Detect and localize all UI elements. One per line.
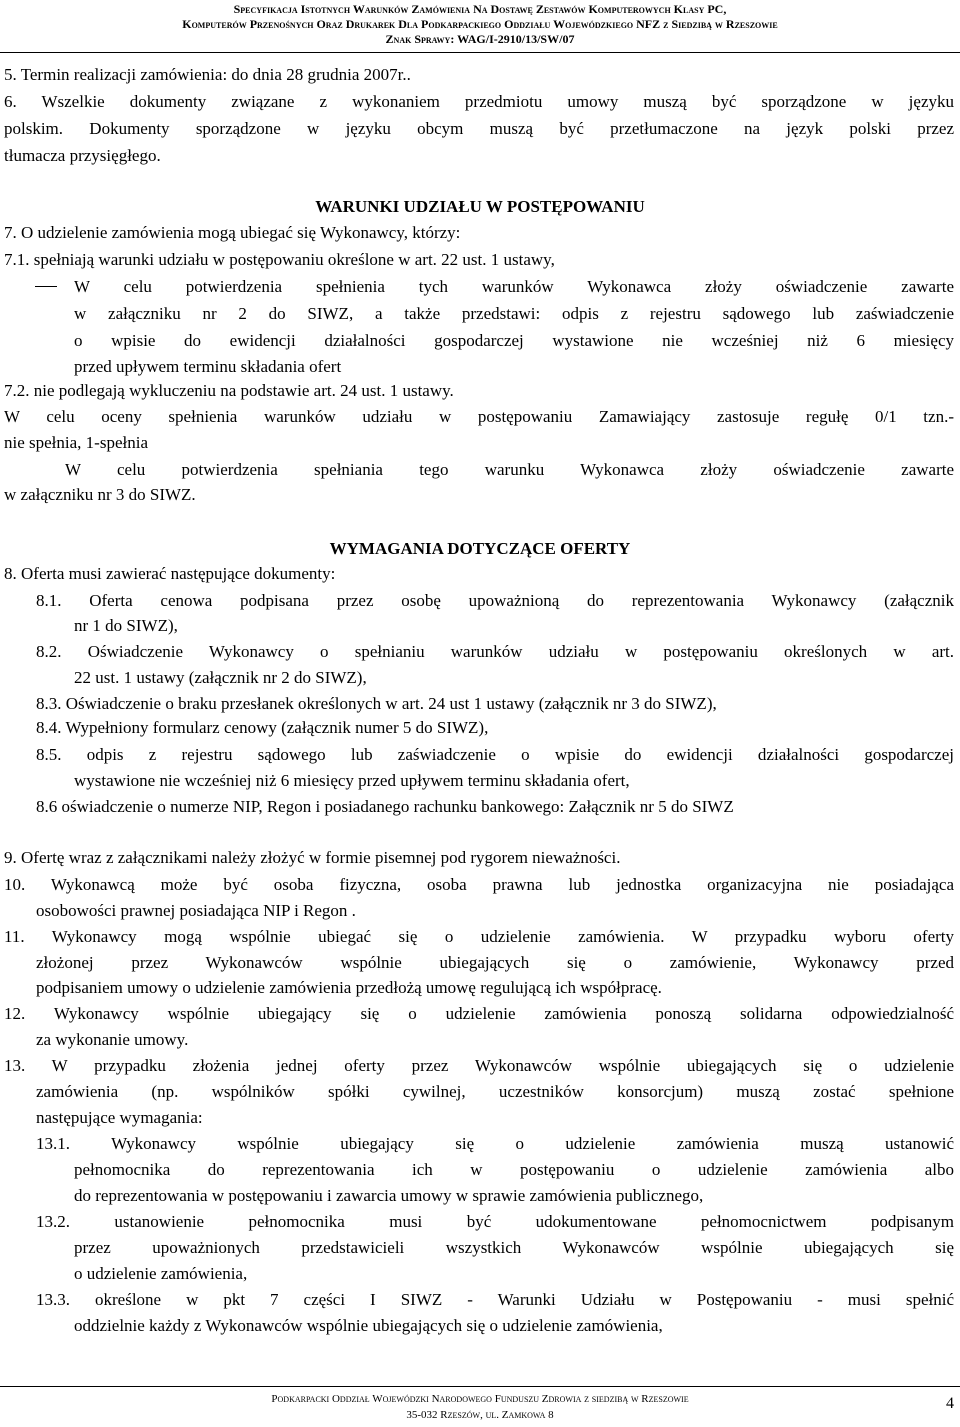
item-6-line3: tłumacza przysięgłego. xyxy=(4,146,161,165)
confirmation-line2: w załączniku nr 3 do SIWZ. xyxy=(4,485,196,504)
footer-institution: Podkarpacki Oddział Wojewódzki Narodowego Funduszu Zdrowia z siedzibą w Rzeszowie xyxy=(271,1393,689,1405)
item-11-line2: złożonej przez Wykonawców wspólnie ubiegających się o zamówienie, Wykonawcy przed xyxy=(36,953,954,972)
item-7-1-note-line2: w załączniku nr 2 do SIWZ, a także przedstawi: odpis z rejestru sądowego lub zaświadczenie xyxy=(74,304,954,323)
item-9: 9. Ofertę wraz z załącznikami należy złożyć w formie pisemnej pod rygorem nieważności. xyxy=(4,848,621,867)
item-13-line3: następujące wymagania: xyxy=(36,1108,203,1127)
item-10-line2: osobowości prawnej posiadająca NIP i Regon . xyxy=(36,901,356,920)
item-7-2: 7.2. nie podlegają wykluczeniu na podstawie art. 24 ust. 1 ustawy. xyxy=(4,381,454,400)
item-13-3-line1: 13.3. określone w pkt 7 części I SIWZ - Warunki Udziału w Postępowaniu - musi spełnić xyxy=(36,1290,954,1309)
item-8: 8. Oferta musi zawierać następujące dokumenty: xyxy=(4,564,336,583)
item-8-2-line2: 22 ust. 1 ustawy (załącznik nr 2 do SIWZ), xyxy=(74,668,367,687)
page-number: 4 xyxy=(946,1395,954,1412)
item-11-line1: 11. Wykonawcy mogą wspólnie ubiegać się o udzielenie zamówienia. W przypadku wyboru oferty xyxy=(4,927,954,946)
item-7-1-note-line1: W celu potwierdzenia spełnienia tych warunków Wykonawca złoży oświadczenie zawarte xyxy=(74,277,954,296)
page-footer xyxy=(0,1386,960,1427)
section-heading-conditions: WARUNKI UDZIAŁU W POSTĘPOWANIU xyxy=(315,197,645,216)
header-case-number: Znak Sprawy: WAG/I-2910/13/SW/07 xyxy=(385,32,575,46)
item-8-3: 8.3. Oświadczenie o braku przesłanek określonych w art. 24 ust 1 ustawy (załącznik nr 3 do SIWZ), xyxy=(36,694,717,713)
item-11-line3: podpisaniem umowy o udzielenie zamówienia przedłożą umowę regulującą ich współpracę. xyxy=(36,978,662,997)
item-7-1-note-line4: przed upływem terminu składania ofert xyxy=(74,357,342,376)
item-13-1-line2: pełnomocnika do reprezentowania ich w postępowaniu o udzielenie zamówienia albo xyxy=(74,1160,954,1179)
item-8-5-line2: wystawione nie wcześniej niż 6 miesięcy przed upływem terminu składania ofert, xyxy=(74,771,630,790)
item-13-2-line2: przez upoważnionych przedstawicieli wszystkich Wykonawców wspólnie ubiegających się xyxy=(74,1238,954,1257)
item-12-line2: za wykonanie umowy. xyxy=(36,1030,189,1049)
item-8-4: 8.4. Wypełniony formularz cenowy (załącznik numer 5 do SIWZ), xyxy=(36,718,489,737)
header-title-line1: Specyfikacja Istotnych Warunków Zamówienia Na Dostawę Zestawów Komputerowych Klasy PC, xyxy=(233,2,727,16)
item-7-1-note-line3: o wpisie do ewidencji działalności gospodarczej wystawione nie wcześniej niż 6 miesięcy xyxy=(74,331,954,350)
item-13-2-line1: 13.2. ustanowienie pełnomocnika musi być udokumentowane pełnomocnictwem podpisanym xyxy=(36,1212,954,1231)
item-13-line2: zamówienia (np. wspólników spółki cywilnej, uczestników konsorcjum) muszą zostać spełnione xyxy=(36,1082,954,1101)
item-13-line1: 13. W przypadku złożenia jednej oferty przez Wykonawców wspólnie ubiegających się o udzielenie xyxy=(4,1056,954,1075)
item-6-line2: polskim. Dokumenty sporządzone w języku obcym muszą być przetłumaczone na język polski przez xyxy=(4,119,954,138)
item-7-1: 7.1. spełniają warunki udziału w postępowaniu określone w art. 22 ust. 1 ustawy, xyxy=(4,250,555,269)
item-12-line1: 12. Wykonawcy wspólnie ubiegający się o udzielenie zamówienia ponoszą solidarna odpowiedzialność xyxy=(4,1004,954,1023)
evaluation-line2: nie spełnia, 1-spełnia xyxy=(4,433,148,452)
item-13-1-line1: 13.1. Wykonawcy wspólnie ubiegający się o udzielenie zamówienia muszą ustanowić xyxy=(36,1134,954,1153)
item-6-line1: 6. Wszelkie dokumenty związane z wykonaniem przedmiotu umowy muszą być sporządzone w języku xyxy=(4,92,954,111)
item-8-2-line1: 8.2. Oświadczenie Wykonawcy o spełnianiu warunków udziału w postępowaniu określonych w art. xyxy=(36,642,954,661)
item-13-2-line3: o udzielenie zamówienia, xyxy=(74,1264,248,1283)
header-title-line2: Komputerów Przenośnych Oraz Drukarek Dla Podkarpackiego Oddziału Wojewódzkiego NFZ z Siedzibą w Rzeszowie xyxy=(182,17,778,31)
item-13-3-line2: oddzielnie każdy z Wykonawców wspólnie ubiegających się o udzielenie zamówienia, xyxy=(74,1316,663,1335)
item-8-5-line1: 8.5. odpis z rejestru sądowego lub zaświadczenie o wpisie do ewidencji działalności gospodarczej xyxy=(36,745,954,764)
evaluation-line1: W celu oceny spełnienia warunków udziału w postępowaniu Zamawiający zastosuje regułę 0/1 tzn.- xyxy=(4,407,954,426)
item-8-1-line2: nr 1 do SIWZ), xyxy=(74,616,178,635)
dash-bullet xyxy=(35,286,57,287)
footer-address: 35-032 Rzeszów, ul. Zamkowa 8 xyxy=(406,1409,554,1421)
item-8-6: 8.6 oświadczenie o numerze NIP, Regon i posiadanego rachunku bankowego: Załącznik nr 5 do SIWZ xyxy=(36,797,734,816)
page-header xyxy=(0,0,960,53)
section-heading-offer: WYMAGANIA DOTYCZĄCE OFERTY xyxy=(329,539,631,558)
item-7: 7. O udzielenie zamówienia mogą ubiegać się Wykonawcy, którzy: xyxy=(4,223,461,242)
item-10-line1: 10. Wykonawcą może być osoba fizyczna, osoba prawna lub jednostka organizacyjna nie posiadająca xyxy=(4,875,954,894)
confirmation-line1: W celu potwierdzenia spełniania tego warunku Wykonawca złoży oświadczenie zawarte xyxy=(65,460,954,479)
item-13-1-line3: do reprezentowania w postępowaniu i zawarcia umowy w sprawie zamówienia publicznego, xyxy=(74,1186,704,1205)
item-8-1-line1: 8.1. Oferta cenowa podpisana przez osobę upoważnioną do reprezentowania Wykonawcy (załącznik xyxy=(36,591,954,610)
item-5: 5. Termin realizacji zamówienia: do dnia 28 grudnia 2007r.. xyxy=(4,65,411,84)
